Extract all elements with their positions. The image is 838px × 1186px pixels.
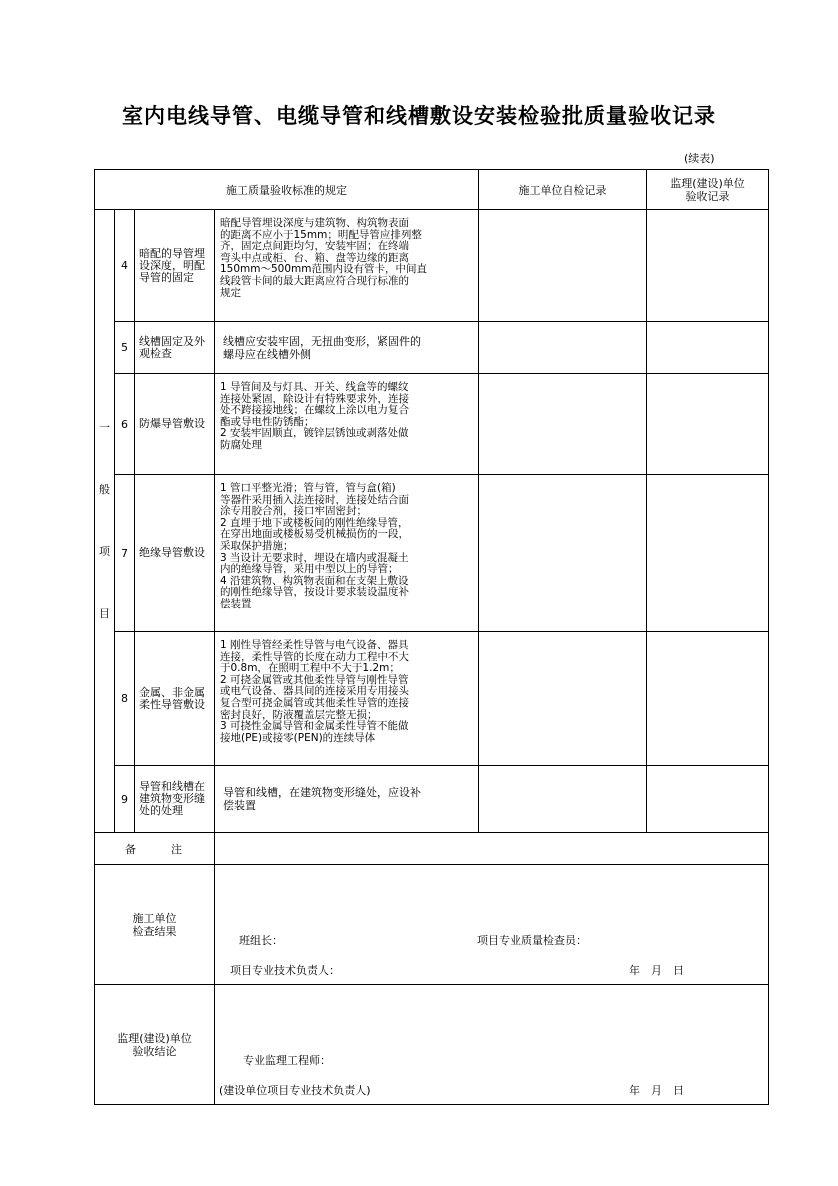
quality-inspector-label: 项目专业质量检查员： <box>477 934 587 947</box>
team-leader-label: 班组长： <box>239 934 283 947</box>
item-standard: 线槽应安装牢固，无扭曲变形，紧固件的 螺母应在线槽外侧 <box>215 322 479 374</box>
supervision-conclusion-row <box>95 985 769 1105</box>
supervision-label: 监理(建设)单位 验收结论 <box>95 985 215 1105</box>
remark-row <box>95 833 769 865</box>
page-title: 室内电线导管、电缆导管和线槽敷设安装检验批质量验收记录 <box>122 104 716 128</box>
item-standard: 暗配导管埋设深度与建筑物、构筑物表面 的距离不应小于15mm；明配导管应排列整 齐，固定点间距均匀，安装牢固；在终端 弯头中点或柜、台、箱、盘等边缘的距离 150mm～500mm范围内设有管卡，中间直 线段管卡间的最大距离应符合现行标准的 规定 <box>215 210 479 322</box>
item-number: 8 <box>115 632 135 766</box>
header-supervision-line2: 验收记录 <box>685 189 730 203</box>
item-standard: 1 刚性导管经柔性导管与电气设备、器具 连接，柔性导管的长度在动力工程中不大 于0.8m，在照明工程中不大于1.2m； 2 可挠金属管或其他柔性导管与刚性导管 或电气设备、器具间的连接采用专用接头 复合型可挠金属管或其他柔性导管的连接 密封良好，防液覆盖层完整无损； 3 可挠性金属导管和金属柔性导管不能做 接地(PE)或接零(PEN)的连续导体 <box>215 632 479 766</box>
remark-cell[interactable] <box>215 833 769 865</box>
header-supervision-line1: 监理(建设)单位 <box>670 176 745 190</box>
date-label: 年 月 日 <box>629 1084 684 1097</box>
owner-representative-label: (建设单位项目专业技术负责人) <box>219 1084 371 1097</box>
construction-result-row <box>95 865 769 985</box>
supervision-cell[interactable] <box>647 632 769 766</box>
group-char: 目 <box>99 607 110 620</box>
date-label: 年 月 日 <box>629 964 684 977</box>
table-row <box>95 374 769 475</box>
supervision-cell[interactable] <box>647 210 769 322</box>
group-char: 般 <box>99 483 110 496</box>
item-name: 导管和线槽在建筑物变形缝处的处理 <box>135 766 215 833</box>
self-check-cell[interactable] <box>479 322 647 374</box>
construction-label: 施工单位 检查结果 <box>95 865 215 985</box>
table-row <box>95 322 769 374</box>
supervision-cell[interactable] <box>647 374 769 475</box>
item-standard: 1 管口平整光滑；管与管，管与盒(箱) 等器件采用插入法连接时，连接处结合面 涂专用胶合剂，接口牢固密封； 2 直埋于地下或楼板间的刚性绝缘导管， 在穿出地面或楼板易受机械损伤的一段， 采取保护措施； 3 当设计无要求时，埋设在墙内或混凝土 内的绝缘导管，采用中型以上的导管； 4 沿建筑物、构筑物表面和在支架上敷设 的刚性绝缘导管，按设计要求装设温度补 偿装置 <box>215 475 479 632</box>
table-header-row <box>95 170 769 210</box>
self-check-cell[interactable] <box>479 374 647 475</box>
header-self-check: 施工单位自检记录 <box>479 170 647 210</box>
item-name: 防爆导管敷设 <box>135 374 215 475</box>
item-number: 7 <box>115 475 135 632</box>
item-standard: 1 导管间及与灯具、开关、线盒等的螺纹 连接处紧固，除设计有特殊要求外，连接 处不跨接接地线；在螺纹上涂以电力复合 酯或导电性防锈酯； 2 安装牢固顺直，镀锌层锈蚀或剥落处做 防腐处理 <box>215 374 479 475</box>
item-number: 5 <box>115 322 135 374</box>
group-label-general <box>95 210 115 833</box>
tech-lead-label: 项目专业技术负责人： <box>230 964 340 977</box>
self-check-cell[interactable] <box>479 475 647 632</box>
self-check-cell[interactable] <box>479 632 647 766</box>
continued-label: (续表) <box>684 152 715 165</box>
self-check-cell[interactable] <box>479 210 647 322</box>
supervising-engineer-label: 专业监理工程师： <box>243 1054 331 1067</box>
table-row <box>95 632 769 766</box>
group-char: 一 <box>99 421 110 434</box>
table-row <box>95 210 769 322</box>
item-number: 6 <box>115 374 135 475</box>
supervision-signature-cell[interactable] <box>215 985 769 1105</box>
group-char: 项 <box>99 545 110 558</box>
supervision-cell[interactable] <box>647 322 769 374</box>
item-name: 暗配的导管埋设深度，明配导管的固定 <box>135 210 215 322</box>
supervision-cell[interactable] <box>647 475 769 632</box>
inspection-table <box>94 169 769 1105</box>
table-row <box>95 766 769 833</box>
item-name: 线槽固定及外观检查 <box>135 322 215 374</box>
self-check-cell[interactable] <box>479 766 647 833</box>
remark-label: 备 注 <box>95 833 215 865</box>
construction-signature-cell[interactable] <box>215 865 769 985</box>
item-number: 4 <box>115 210 135 322</box>
item-name: 金属、非金属柔性导管敷设 <box>135 632 215 766</box>
item-number: 9 <box>115 766 135 833</box>
table-row <box>95 475 769 632</box>
supervision-cell[interactable] <box>647 766 769 833</box>
header-supervision <box>647 170 769 210</box>
header-standard: 施工质量验收标准的规定 <box>95 170 479 210</box>
item-standard: 导管和线槽，在建筑物变形缝处，应设补 偿装置 <box>215 766 479 833</box>
item-name: 绝缘导管敷设 <box>135 475 215 632</box>
